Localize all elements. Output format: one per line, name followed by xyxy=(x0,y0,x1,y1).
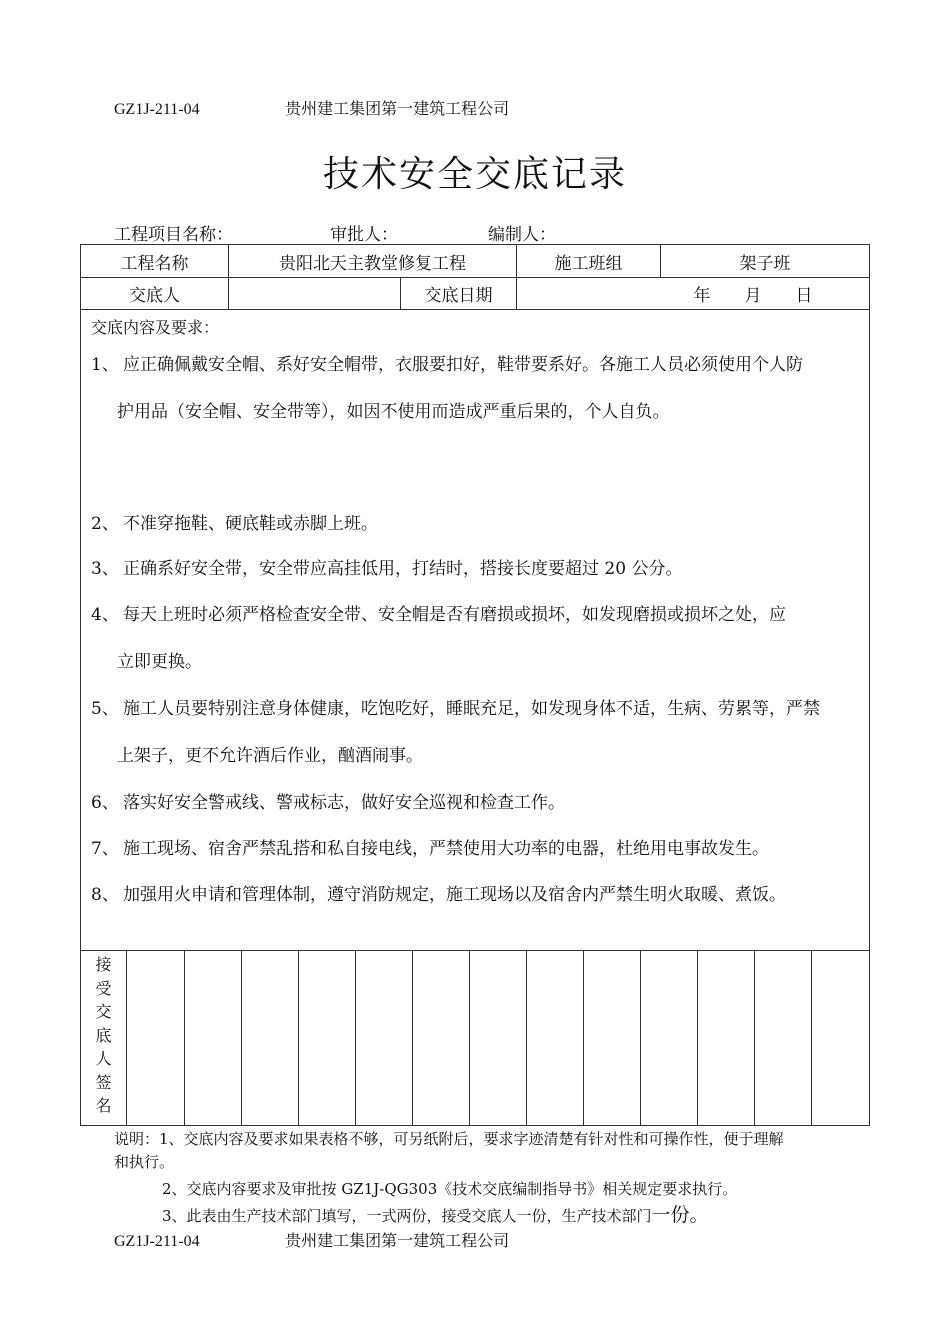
approver-label: 审批人： xyxy=(330,225,398,245)
signature-box[interactable] xyxy=(127,951,185,1125)
date-value: 年 月 日 xyxy=(693,285,813,306)
item-text-cont: 立即更换。 xyxy=(117,652,202,672)
team-value: 架子班 xyxy=(739,253,791,274)
item-text: 施工人员要特别注意身体健康，吃饱吃好，睡眠充足，如发现身体不适，生病、劳累等，严禁 xyxy=(123,699,820,719)
item-text: 正确系好安全带，安全带应高挂低用，打结时，搭接长度要超过 20 公分。 xyxy=(123,559,683,579)
item-number: 2、 xyxy=(91,514,119,534)
company-name-footer: 贵州建工集团第一建筑工程公司 xyxy=(285,1231,510,1250)
item-number: 5、 xyxy=(91,699,119,719)
signature-box[interactable] xyxy=(470,951,527,1125)
signature-box[interactable] xyxy=(641,951,698,1125)
note-1-line-1: 说明：1、交底内容及要求如果表格不够，可另纸附后，要求字迹清楚有针对性和可操作性，便于理解 xyxy=(114,1130,784,1148)
team-label: 施工班组 xyxy=(517,245,661,277)
date-label: 交底日期 xyxy=(401,277,517,309)
signature-box[interactable] xyxy=(413,951,470,1125)
project-label: 工程项目名称： xyxy=(114,225,233,245)
item-number: 8、 xyxy=(91,885,119,905)
form-code: GZ1J-211-04 xyxy=(114,101,200,118)
signature-box[interactable] xyxy=(584,951,641,1125)
note-1 xyxy=(114,1128,784,1174)
project-name-label: 工程名称 xyxy=(81,245,229,277)
record-table xyxy=(80,244,870,1126)
item-number: 1、 xyxy=(91,355,119,375)
note-3 xyxy=(162,1204,709,1228)
content-section xyxy=(81,309,869,951)
signature-section xyxy=(81,951,869,1125)
item-text: 施工现场、宿舍严禁乱搭和私自接电线，严禁使用大功率的电器，杜绝用电事故发生。 xyxy=(123,839,769,859)
header-top xyxy=(114,96,509,119)
item-text-cont: 护用品（安全帽、安全带等），如因不使用而造成严重后果的，个人自负。 xyxy=(117,402,670,422)
signature-box[interactable] xyxy=(755,951,812,1125)
signature-box[interactable] xyxy=(242,951,299,1125)
item-text: 落实好安全警戒线、警戒标志，做好安全巡视和检查工作。 xyxy=(123,793,565,813)
note-3-tail: 一份。 xyxy=(651,1204,709,1226)
signature-label: 接 受 交 底 人 签 名 xyxy=(81,951,127,1125)
item-text: 不准穿拖鞋、硬底鞋或赤脚上班。 xyxy=(123,514,378,534)
signature-box[interactable] xyxy=(356,951,413,1125)
signature-box[interactable] xyxy=(185,951,242,1125)
editor-label: 编制人： xyxy=(488,225,556,245)
discloser-label: 交底人 xyxy=(81,277,229,309)
signature-box[interactable] xyxy=(527,951,584,1125)
row-discloser xyxy=(81,277,869,310)
note-1-line-2: 和执行。 xyxy=(114,1153,175,1171)
row-project xyxy=(81,245,869,278)
discloser-value xyxy=(229,277,401,309)
project-name-value: 贵阳北天主教堂修复工程 xyxy=(229,245,517,277)
item-text: 每天上班时必须严格检查安全带、安全帽是否有磨损或损坏，如发现磨损或损坏之处，应 xyxy=(123,605,786,625)
item-number: 6、 xyxy=(91,793,119,813)
item-number: 7、 xyxy=(91,839,119,859)
note-3-text: 3、此表由生产技术部门填写，一式两份，接受交底人一份，生产技术部门 xyxy=(162,1207,652,1225)
footer xyxy=(114,1228,509,1251)
signature-box[interactable] xyxy=(812,951,869,1125)
document-title: 技术安全交底记录 xyxy=(322,154,627,195)
content-label: 交底内容及要求： xyxy=(91,318,220,337)
item-number: 4、 xyxy=(91,605,119,625)
note-2: 2、交底内容要求及审批按 GZ1J-QG303《技术交底编制指导书》相关规定要求执行。 xyxy=(162,1180,738,1198)
item-text: 应正确佩戴安全帽、系好安全帽带，衣服要扣好，鞋带要系好。各施工人员必须使用个人防 xyxy=(123,355,803,375)
item-number: 3、 xyxy=(91,559,119,579)
item-text: 加强用火申请和管理体制，遵守消防规定，施工现场以及宿舍内严禁生明火取暖、煮饭。 xyxy=(123,885,786,905)
item-text-cont: 上架子，更不允许酒后作业，酗酒闹事。 xyxy=(117,746,423,766)
signature-box[interactable] xyxy=(299,951,356,1125)
form-code-footer: GZ1J-211-04 xyxy=(114,1233,200,1250)
company-name: 贵州建工集团第一建筑工程公司 xyxy=(285,99,510,118)
signature-box[interactable] xyxy=(698,951,755,1125)
